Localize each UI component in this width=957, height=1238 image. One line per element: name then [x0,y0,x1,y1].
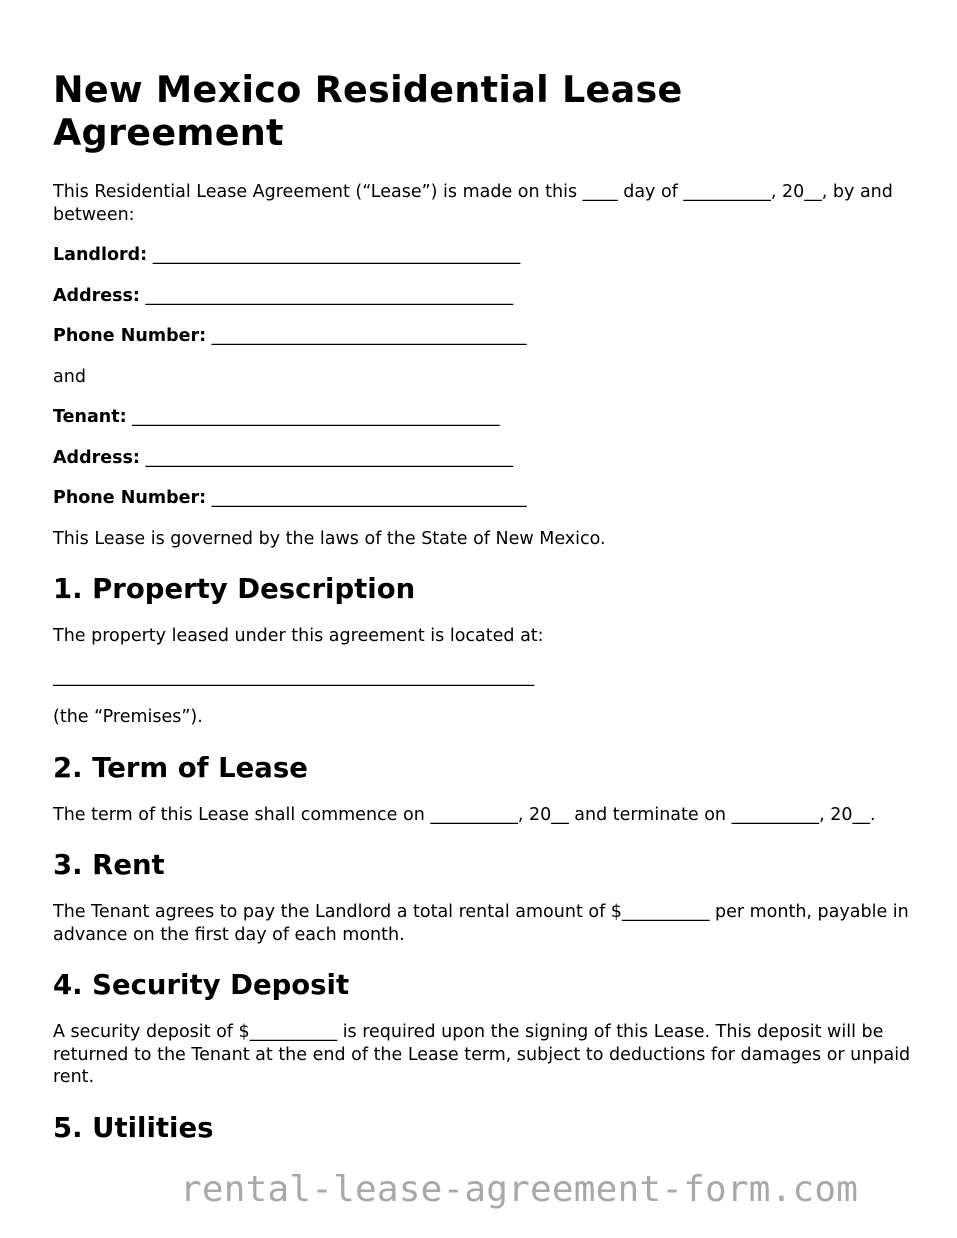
governing-law-text: This Lease is governed by the laws of the State of New Mexico. [53,528,606,549]
tenant-name-blank: __________________________________________ [132,407,500,427]
section-heading-term: 2. Term of Lease [53,751,308,784]
section-heading-property: 1. Property Description [53,573,416,605]
tenant-phone-field [53,487,915,510]
landlord-address-label: Address: [53,285,140,306]
tenant-phone-blank: ____________________________________ [211,488,527,508]
landlord-name-field [53,244,915,267]
lease-document [53,68,915,1145]
intro-paragraph: This Residential Lease Agreement (“Lease”) is made on this ____ day of __________, 20__, by and between: [53,182,893,225]
section-text-property: The property leased under this agreement is located at: [53,626,544,646]
section-text-deposit: A security deposit of $__________ is required upon the signing of this Lease. This deposit will be returned to the Tenant at the end of the Lease term, subject to deductions for damages or unpaid rent. [53,1022,911,1087]
landlord-phone-blank: ____________________________________ [211,326,527,346]
section-heading-deposit: 4. Security Deposit [53,969,350,1001]
landlord-address-field [53,285,915,308]
property-location-blank: _______________________________________________________ [53,666,535,687]
landlord-name-blank: __________________________________________ [152,245,521,265]
tenant-name-field [53,406,915,429]
section-heading-utilities: 5. Utilities [53,1111,214,1144]
premises-text: (the “Premises”). [53,707,203,727]
landlord-label: Landlord: [53,245,148,265]
and-text: and [53,366,86,387]
landlord-address-blank: __________________________________________ [145,285,514,306]
watermark-text: rental-lease-agreement-form.com [180,1169,859,1210]
landlord-phone-field [53,325,915,348]
tenant-address-blank: __________________________________________ [145,447,514,468]
tenant-label: Tenant: [53,407,127,427]
section-heading-rent: 3. Rent [53,849,165,881]
tenant-address-label: Address: [53,447,140,468]
document-title: New Mexico Residential Lease Agreement [53,68,683,154]
tenant-phone-label: Phone Number: [53,488,207,508]
tenant-address-field [53,447,915,470]
landlord-phone-label: Phone Number: [53,326,207,346]
section-text-term: The term of this Lease shall commence on __________, 20__ and terminate on __________, 20__. [53,804,876,825]
section-text-rent: The Tenant agrees to pay the Landlord a total rental amount of $__________ per month, payable in advance on the first day of each month. [53,902,909,945]
